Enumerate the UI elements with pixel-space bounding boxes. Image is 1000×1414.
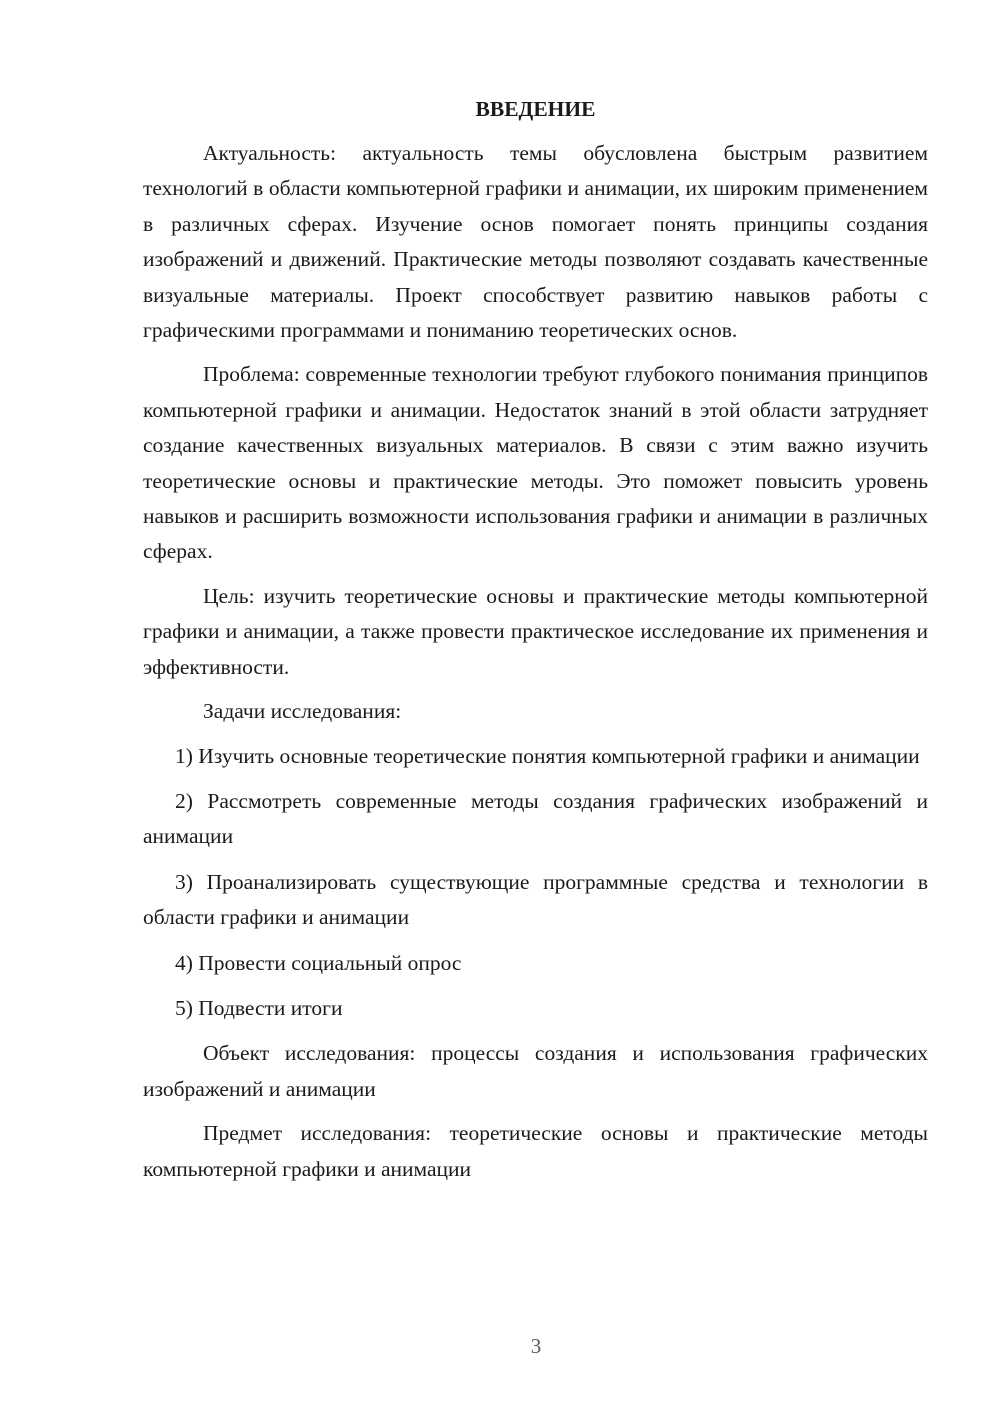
task-item-2: 2) Рассмотреть современные методы создания графических изображений и анимации — [143, 788, 928, 849]
page-number: 3 — [530, 1334, 542, 1358]
task-item-3: 3) Проанализировать существующие программные средства и технологии в области графики и анимации — [143, 869, 928, 930]
task-item-1: 1) Изучить основные теоретические понятия компьютерной графики и анимации — [175, 743, 920, 768]
goal-paragraph: Цель: изучить теоретические основы и практические методы компьютерной графики и анимации, а также провести практическое исследование их применения и эффективности. — [143, 583, 928, 679]
task-item-5: 5) Подвести итоги — [175, 995, 343, 1020]
subject-paragraph: Предмет исследования: теоретические основы и практические методы компьютерной графики и анимации — [143, 1121, 928, 1181]
task-item-4: 4) Провести социальный опрос — [175, 950, 462, 975]
page-content — [143, 92, 928, 1196]
object-paragraph: Объект исследования: процессы создания и использования графических изображений и анимации — [143, 1041, 928, 1101]
tasks-heading: Задачи исследования: — [203, 699, 402, 724]
problem-paragraph: Проблема: современные технологии требуют глубокого понимания принципов компьютерной графики и анимации. Недостаток знаний в этой области затрудняет создание качественных визуальных материалов. В связи с этим важно изучить теоретические основы и практические методы. Это поможет повысить уровень навыков и расширить возможности использования графики и анимации в различных сферах. — [143, 362, 928, 564]
page-title: ВВЕДЕНИЕ — [475, 97, 596, 121]
relevance-paragraph: Актуальность: актуальность темы обусловлена быстрым развитием технологий в области компьютерной графики и анимации, их широким применением в различных сферах. Изучение основ помогает понять принципы создания изображений и движений. Практические методы позволяют создавать качественные визуальные материалы. Проект способствует развитию навыков работы с графическими программами и пониманию теоретических основ. — [143, 141, 928, 343]
